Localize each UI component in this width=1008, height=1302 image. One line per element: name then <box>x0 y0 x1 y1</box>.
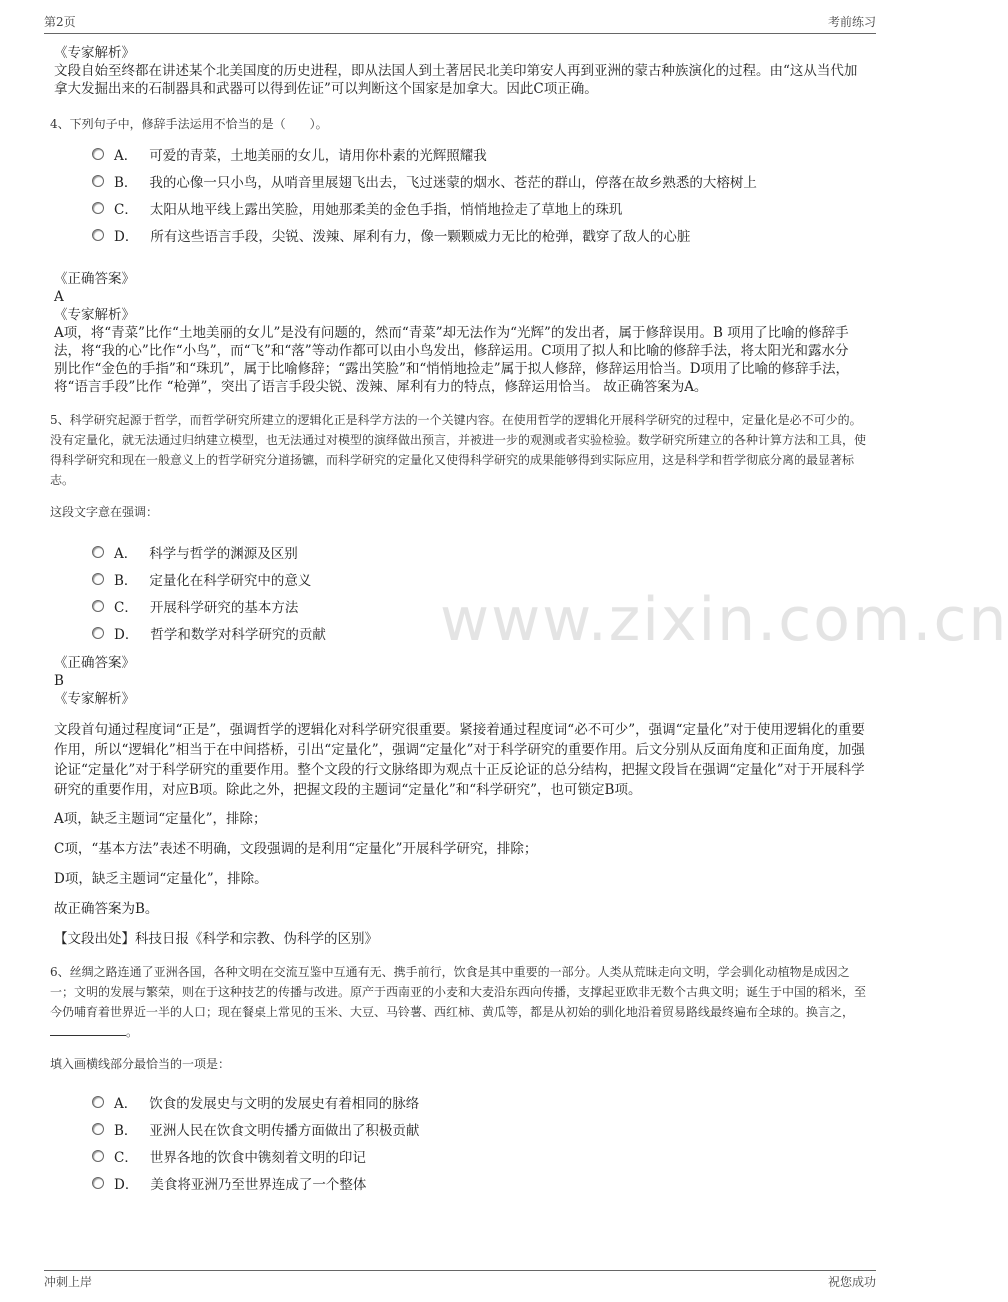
q5-answer: B <box>54 673 64 689</box>
q3-analysis-label: 《专家解析》 <box>54 45 135 61</box>
q4-answer: A <box>54 289 64 305</box>
q6-option-c[interactable] <box>54 1142 866 1169</box>
q6-prompt: 填入画横线部分最恰当的一项是： <box>50 1057 231 1071</box>
option-letter: B． <box>114 174 138 191</box>
page-content <box>50 44 867 1196</box>
q6-option-a[interactable] <box>54 1088 866 1115</box>
q4-option-d[interactable] <box>54 221 866 248</box>
option-text: 我的心像一只小鸟，从哨音里展翅飞出去，飞过迷蒙的烟水、苍茫的群山，停落在故乡熟悉的大榕树上 <box>149 174 757 191</box>
q5-option-c[interactable] <box>54 592 866 619</box>
radio-icon[interactable] <box>92 573 104 585</box>
radio-icon[interactable] <box>92 229 104 241</box>
option-letter: B． <box>114 1122 138 1139</box>
watermark: www.zixin.com.cn <box>440 585 1008 655</box>
option-text: 美食将亚洲乃至世界连成了一个整体 <box>150 1176 367 1193</box>
radio-icon[interactable] <box>92 175 104 187</box>
option-text: 哲学和数学对科学研究的贡献 <box>150 626 326 643</box>
footer-right-text: 祝您成功 <box>827 1275 876 1289</box>
fill-blank <box>50 1023 126 1036</box>
option-letter: C． <box>114 201 138 218</box>
q5-option-b[interactable] <box>54 565 866 592</box>
radio-icon[interactable] <box>92 148 104 160</box>
option-text: 太阳从地平线上露出笑脸，用她那柔美的金色手指，悄悄地捡走了草地上的珠玑 <box>149 201 623 218</box>
q6-stem-text: 6、丝绸之路连通了亚洲各国，各种文明在交流互鉴中互通有无、携手前行，饮食是其中重要的一部分。人类从荒昧走向文明，学会驯化动植物是成因之一；文明的发展与繁荣，则在于这种技艺的传播与改进。原产于西南亚的小麦和大麦沿东西向传播，支撑起亚欧非无数个古典文明；诞生于中国的稻米，至今仍哺育着世界近一半的人口；现在餐桌上常见的玉米、大豆、马铃薯、西红柿、黄瓜等，都是从初始的驯化地沿着贸易路线最终遍布全球的。换言之， <box>50 965 867 1019</box>
option-text: 亚洲人民在饮食文明传播方面做出了积极贡献 <box>149 1122 420 1139</box>
q5-stem: 5、科学研究起源于哲学，而哲学研究所建立的逻辑化正是科学方法的一个关键内容。在使用哲学的逻辑化开展科学研究的过程中，定量化是必不可少的。没有定量化，就无法通过归纳建立模型，也无法通过对模型的演绎做出预言，并被进一步的观测或者实验检验。数学研究所建立的各种计算方法和工具，使得科学研究和现在一般意义上的哲学研究分道扬镳，而科学研究的定量化又使得科学研究的成果能够得到实际应用，这是科学和哲学彻底分离的最显著标志。 <box>50 413 867 487</box>
option-letter: D． <box>114 626 139 643</box>
q4-analysis: A项，将“青菜”比作“土地美丽的女儿”是没有问题的，然而“青菜”却无法作为“光辉”的发出者，属于修辞误用。B 项用了比喻的修辞手法，将“我的心”比作“小鸟”，而“飞”和“落”等动作都可以由小鸟发出，修辞运用。C项用了拟人和比喻的修辞手法，将太阳光和露水分 别比作“金色的手指”和“珠玑”，属于比喻修辞；“露出笑脸”和“悄悄地捡走”属于拟人修辞，修辞运用恰当。D项用了比喻的修辞手法，将“语言手段”比作 “枪弹”，突出了语言手段尖锐、泼辣、犀利有力的特点，修辞运用恰当。 故正确答案为A。 <box>54 325 850 395</box>
q5-note: A项，缺乏主题词“定量化”，排除； <box>54 811 267 827</box>
option-letter: A． <box>114 1095 138 1112</box>
page-header <box>44 13 876 34</box>
q6-option-b[interactable] <box>54 1115 866 1142</box>
q5-option-a[interactable] <box>54 538 866 565</box>
q4-options <box>54 140 866 248</box>
option-text: 可爱的青菜，土地美丽的女儿，请用你朴素的光辉照耀我 <box>149 147 487 164</box>
option-letter: B． <box>114 572 138 589</box>
q5-options <box>54 538 866 646</box>
q5-prompt: 这段文字意在强调： <box>50 505 159 519</box>
option-text: 世界各地的饮食中镌刻着文明的印记 <box>149 1149 366 1166</box>
q5-answer-label: 《正确答案》 <box>54 655 135 671</box>
radio-icon[interactable] <box>92 627 104 639</box>
radio-icon[interactable] <box>92 600 104 612</box>
footer-left-text: 冲刺上岸 <box>44 1275 93 1289</box>
option-text: 所有这些语言手段，尖锐、泼辣、犀利有力，像一颗颗威力无比的枪弹，戳穿了敌人的心脏 <box>150 228 691 245</box>
q6-options <box>54 1088 866 1196</box>
radio-icon[interactable] <box>92 1123 104 1135</box>
q5-note: D项，缺乏主题词“定量化”，排除。 <box>54 871 268 887</box>
q5-source: 【文段出处】科技日报《科学和宗教、伪科学的区别》 <box>54 931 378 947</box>
radio-icon[interactable] <box>92 1096 104 1108</box>
option-text: 定量化在科学研究中的意义 <box>149 572 312 589</box>
q5-analysis: 文段首句通过程度词“正是”，强调哲学的逻辑化对科学研究很重要。紧接着通过程度词“必不可少”，强调“定量化”对于使用逻辑化的重要作用，所以“逻辑化”相当于在中间搭桥，引出“定量化”，强调“定量化”对于科学研究的重要作用。后文分别从反面角度和正面角度，加强论证“定量化”对于科学研究的重要作用。整个文段的行文脉络即为观点十正反论证的总分结构，把握文段旨在强调“定量化”对于开展科学研究的重要作用，对应B项。除此之外，把握文段的主题词“定量化”和“科学研究”，也可锁定B项。 <box>54 722 865 798</box>
q6-stem-end: 。 <box>126 1025 139 1039</box>
option-text: 科学与哲学的渊源及区别 <box>149 545 298 562</box>
q6-stem <box>50 962 866 1042</box>
q6-option-d[interactable] <box>54 1169 866 1196</box>
q4-option-b[interactable] <box>54 167 866 194</box>
page-footer <box>44 1270 876 1293</box>
option-letter: C． <box>114 1149 138 1166</box>
radio-icon[interactable] <box>92 1177 104 1189</box>
option-letter: A． <box>114 545 138 562</box>
radio-icon[interactable] <box>92 546 104 558</box>
q4-answer-label: 《正确答案》 <box>54 271 135 287</box>
header-title: 考前练习 <box>827 15 876 29</box>
q4-option-c[interactable] <box>54 194 866 221</box>
option-text: 开展科学研究的基本方法 <box>149 599 299 616</box>
option-letter: D． <box>114 1176 139 1193</box>
radio-icon[interactable] <box>92 202 104 214</box>
q5-note: C项，“基本方法”表述不明确，文段强调的是利用“定量化”开展科学研究，排除； <box>54 841 538 857</box>
option-letter: C． <box>114 599 138 616</box>
q5-option-d[interactable] <box>54 619 866 646</box>
q4-stem: 4、下列句子中，修辞手法运用不恰当的是（ ）。 <box>50 117 328 131</box>
q3-analysis: 文段自始至终都在讲述某个北美国度的历史进程，即从法国人到土著居民北美印第安人再到亚洲的蒙古种族演化的过程。由“这从当代加拿大发掘出来的石制器具和武器可以得到佐证”可以判断这个国家是加拿大。因此C项正确。 <box>54 63 858 97</box>
page-number: 第2页 <box>44 15 76 29</box>
q4-analysis-label: 《专家解析》 <box>54 307 135 323</box>
radio-icon[interactable] <box>92 1150 104 1162</box>
option-text: 饮食的发展史与文明的发展史有着相同的脉络 <box>149 1095 420 1112</box>
q5-analysis-label: 《专家解析》 <box>54 691 135 707</box>
q4-option-a[interactable] <box>54 140 866 167</box>
option-letter: A． <box>114 147 138 164</box>
q5-note: 故正确答案为B。 <box>54 901 159 917</box>
option-letter: D． <box>114 228 139 245</box>
